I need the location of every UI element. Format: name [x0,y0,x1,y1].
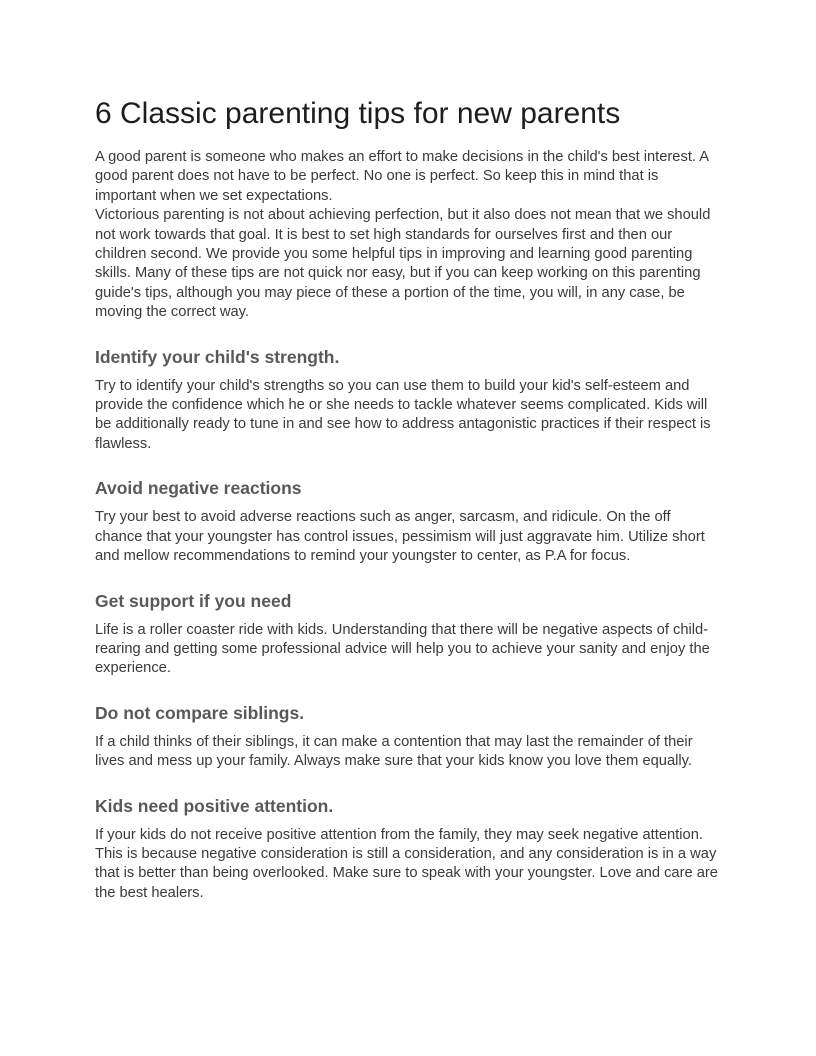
section-do-not-compare-siblings [95,703,720,772]
section-heading: Identify your child's strength. [95,346,340,367]
section-heading: Kids need positive attention. [95,795,334,816]
section-heading: Do not compare siblings. [95,702,305,723]
section-paragraph: If a child thinks of their siblings, it can make a contention that may last the remainder of their lives and mess up your family. Always make sure that your kids know you love them equally. [95,733,693,770]
section-paragraph: Try to identify your child's strengths so you can use them to build your kid's self-esteem and provide the confidence which he or she needs to tackle whatever seems complicated. Kids will be additionally ready to tune in and see how to address antagonistic practices if their respect is flawless. [95,377,711,452]
section-heading: Avoid negative reactions [95,478,302,499]
section-heading: Get support if you need [95,590,292,611]
section-avoid-negative-reactions [95,478,720,566]
intro-paragraph-1: A good parent is someone who makes an effort to make decisions in the child's best interest. A good parent does not have to be perfect. No one is perfect. So keep this in mind that is important when we set expectations. [95,149,709,204]
section-identify-strength [95,347,720,455]
section-paragraph: Try your best to avoid adverse reactions such as anger, sarcasm, and ridicule. On the off chance that your youngster has control issues, pessimism will just aggravate him. Utilize short and mellow recommendations to remind your youngster to center, as P.A for focus. [95,509,705,565]
section-get-support [95,591,720,679]
document-title: 6 Classic parenting tips for new parents [95,97,621,130]
section-kids-need-positive-attention [95,796,720,904]
intro-paragraph-2: Victorious parenting is not about achieving perfection, but it also does not mean that we should not work towards that goal. It is best to set high standards for ourselves first and then our children second. We provide you some helpful tips in improving and learning good parenting skills. Many of these tips are not quick nor easy, but if you can keep working on this parenting guide's tips, although you may piece of these a portion of the time, you will, in any case, be moving the correct way. [95,207,711,321]
section-paragraph: If your kids do not receive positive attention from the family, they may seek negative attention. This is because negative consideration is still a consideration, and any consideration is in a way that is better than being overlooked. Make sure to speak with your youngster. Love and care are the best healers. [95,826,718,901]
section-paragraph: Life is a roller coaster ride with kids. Understanding that there will be negative aspects of child-rearing and getting some professional advice will help you to achieve your sanity and enjoy the experience. [95,621,710,677]
